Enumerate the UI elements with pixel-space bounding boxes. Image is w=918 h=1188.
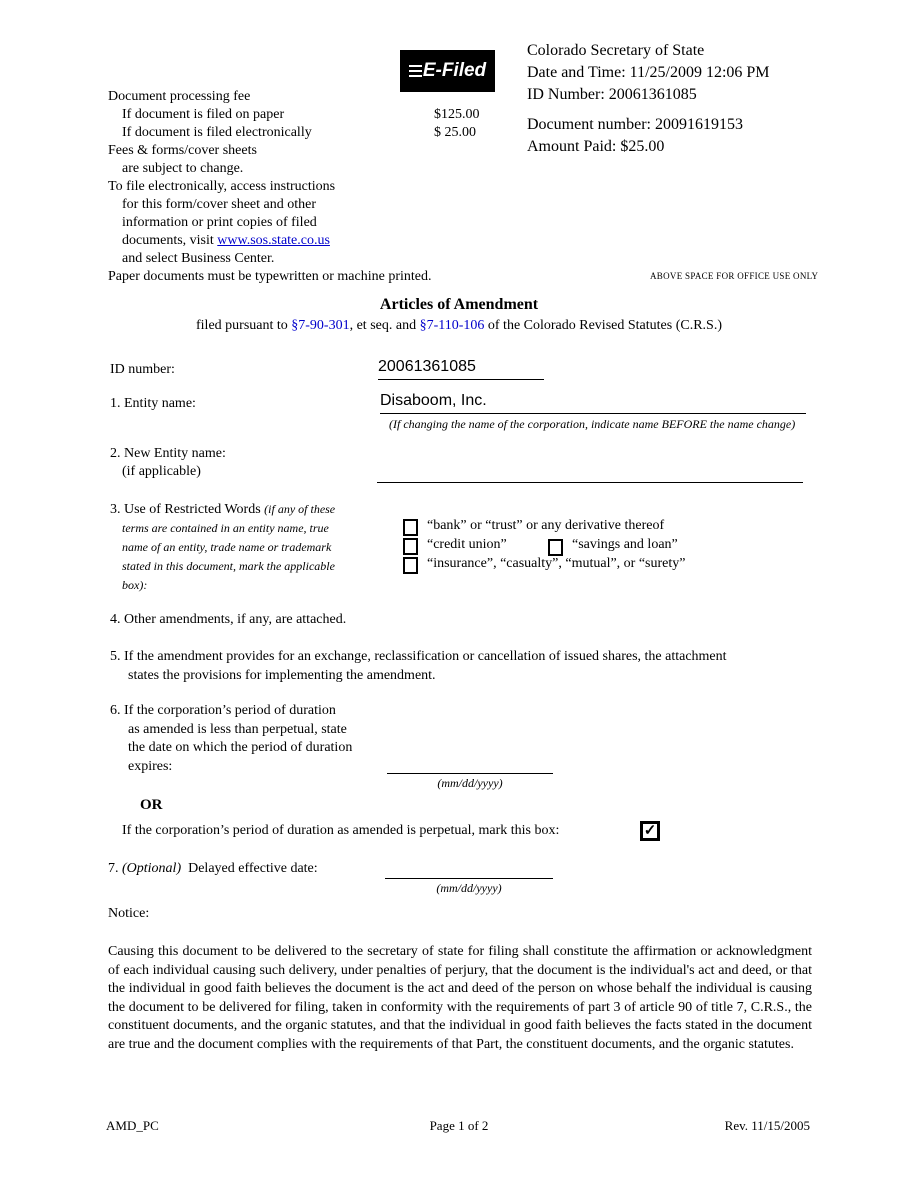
visit-prefix: documents, visit: [122, 233, 218, 248]
checkbox-bank-trust[interactable]: [403, 519, 418, 536]
efile-instructions-line1: To file electronically, access instructions: [108, 179, 336, 194]
statute-link-1[interactable]: §7-90-301: [291, 318, 350, 333]
restricted-note-line5: box):: [122, 578, 148, 592]
restricted-words-heading-text: 3. Use of Restricted Words: [110, 502, 265, 517]
efile-instructions-line3: information or print copies of filed: [122, 215, 317, 230]
paper-documents-note: Paper documents must be typewritten or machine printed.: [108, 269, 432, 284]
entity-name-label: 1. Entity name:: [110, 396, 196, 411]
statute-link-2[interactable]: §7-110-106: [419, 318, 485, 333]
fee-electronic-line: If document is filed electronically: [122, 125, 312, 140]
new-entity-name-line[interactable]: [377, 461, 803, 483]
id-number-value: 20061361085: [378, 358, 476, 375]
delayed-date-format-hint: (mm/dd/yyyy): [436, 881, 502, 895]
section-4-text: 4. Other amendments, if any, are attached.: [110, 612, 347, 627]
or-label: OR: [140, 797, 163, 813]
notice-label: Notice:: [108, 906, 150, 921]
section-5-line1: 5. If the amendment provides for an exchange, reclassification or cancellation of issued shares, the attachment: [110, 649, 727, 664]
notice-paragraph: Causing this document to be delivered to the secretary of state for filing shall constitute the affirmation or acknowledgment of each individual causing such delivery, under penalties of perjury, that the document is the individual's act and deed, or that the individual in good faith believes the document is the act and deed of the person on whose behalf the individual is causing the document to be delivered for filing, taken in conformity with the requirements of part 3 of article 90 of title 7, C.R.S., the constituent documents, and the organic statutes, and that the individual in good faith believes the facts stated in the document are true and the document complies with the requirements of that Part, the constituent documents, and the organic statutes.: [108, 944, 812, 1052]
receipt-amount-paid: Amount Paid: $25.00: [527, 138, 665, 155]
option-bank-trust-label: “bank” or “trust” or any derivative thereof: [427, 518, 665, 533]
option-savings-loan-label: “savings and loan”: [572, 537, 678, 552]
paper-fee-amount: $125.00: [434, 107, 480, 122]
perpetual-checkbox[interactable]: [640, 821, 660, 841]
section-6-line3: the date on which the period of duration: [128, 740, 353, 755]
section-6-line4: expires:: [128, 759, 173, 774]
fee-schedule-title: Document processing fee: [108, 89, 251, 104]
new-entity-sublabel: (if applicable): [122, 464, 201, 479]
restricted-note-line4: stated in this document, mark the applicable: [122, 559, 335, 573]
efile-instructions-line5: and select Business Center.: [122, 251, 275, 266]
office-use-note: ABOVE SPACE FOR OFFICE USE ONLY: [650, 271, 819, 281]
delayed-effective-date-line[interactable]: [385, 858, 553, 879]
receipt-date-time: Date and Time: 11/25/2009 12:06 PM: [527, 64, 770, 81]
restricted-words-heading: [110, 502, 335, 518]
subtitle-part3: of the Colorado Revised Statutes (C.R.S.): [484, 318, 722, 333]
footer-revision: Rev. 11/15/2005: [724, 1118, 810, 1133]
section-6-line1: 6. If the corporation’s period of duration: [110, 703, 336, 718]
form-title: Articles of Amendment: [379, 296, 539, 313]
section-7-optional: (Optional): [122, 861, 182, 876]
entity-name-line[interactable]: [380, 392, 806, 414]
entity-name-value: Disaboom, Inc.: [380, 392, 487, 409]
id-number-line[interactable]: [378, 358, 544, 380]
electronic-fee-amount: $ 25.00: [434, 125, 476, 140]
entity-name-note: (If changing the name of the corporation, indicate name BEFORE the name change): [389, 417, 796, 431]
option-credit-union-label: “credit union”: [427, 537, 507, 552]
fee-change-line2: are subject to change.: [122, 161, 244, 176]
section-7-number: 7.: [108, 861, 122, 876]
fee-schedule: [108, 88, 448, 286]
restricted-note-line3: name of an entity, trade name or trademark: [122, 540, 332, 554]
speed-lines-icon: [409, 65, 422, 78]
restricted-note-line2: terms are contained in an entity name, true: [122, 521, 329, 535]
form-subtitle: [0, 318, 918, 334]
perpetual-statement: If the corporation’s period of duration as amended is perpetual, mark this box:: [122, 823, 560, 838]
receipt-agency: Colorado Secretary of State: [527, 42, 705, 59]
section-6-line2: as amended is less than perpetual, state: [128, 722, 347, 737]
checkbox-insurance[interactable]: [403, 557, 418, 574]
filing-receipt: [527, 40, 857, 158]
section-7-rest: Delayed effective date:: [181, 861, 318, 876]
duration-date-format-hint: (mm/dd/yyyy): [437, 776, 503, 790]
checkbox-credit-union[interactable]: [403, 538, 418, 555]
section-7-label: [108, 861, 318, 877]
footer-page-number: Page 1 of 2: [429, 1118, 489, 1133]
receipt-document-number: Document number: 20091619153: [527, 116, 743, 133]
subtitle-part2: , et seq. and: [349, 318, 420, 333]
duration-date-line[interactable]: [387, 753, 553, 774]
sos-website-link[interactable]: www.sos.state.co.us: [217, 233, 330, 248]
option-insurance-label: “insurance”, “casualty”, “mutual”, or “surety”: [427, 556, 686, 571]
subtitle-part1: filed pursuant to: [196, 318, 292, 333]
efile-instructions-line4: [108, 232, 448, 250]
fee-change-line1: Fees & forms/cover sheets: [108, 143, 257, 158]
new-entity-label: 2. New Entity name:: [110, 446, 226, 461]
fee-paper-line: If document is filed on paper: [122, 107, 285, 122]
e-filed-stamp-label: E-Filed: [422, 60, 487, 81]
e-filed-stamp: [400, 50, 495, 92]
efile-instructions-line2: for this form/cover sheet and other: [122, 197, 316, 212]
id-number-label: ID number:: [110, 362, 175, 377]
checkbox-savings-loan[interactable]: [548, 539, 563, 556]
check-icon: ✓: [643, 823, 657, 839]
receipt-id-number: ID Number: 20061361085: [527, 86, 697, 103]
restricted-note-line1: (if any of these: [264, 502, 336, 516]
section-5-line2: states the provisions for implementing the amendment.: [128, 668, 436, 683]
footer-form-code: AMD_PC: [106, 1118, 159, 1133]
